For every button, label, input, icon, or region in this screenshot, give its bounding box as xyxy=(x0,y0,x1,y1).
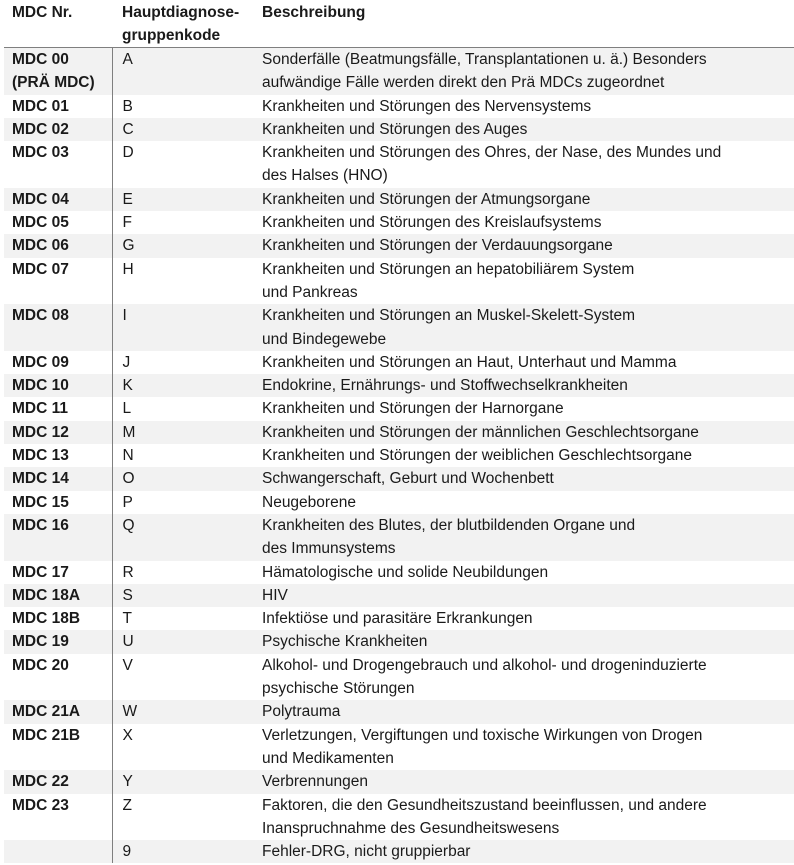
mdc-number-cell-text: MDC 22 xyxy=(12,773,69,791)
mdc-table xyxy=(4,0,794,863)
group-code-cell xyxy=(112,794,259,841)
table-row xyxy=(4,141,794,188)
description-cell-text: Krankheiten und Störungen der Harnorgane xyxy=(262,400,564,418)
group-code-cell xyxy=(112,654,259,701)
group-code-cell xyxy=(112,258,259,305)
group-code-cell xyxy=(112,397,259,420)
group-code-cell xyxy=(112,561,259,584)
description-cell-text: Krankheiten und Störungen der Atmungsorgane xyxy=(262,190,591,208)
mdc-number-cell-text: MDC 19 xyxy=(12,633,69,651)
group-code-cell xyxy=(112,467,259,490)
table-header xyxy=(4,0,794,48)
mdc-number-cell xyxy=(4,794,112,841)
group-code-cell-text: P xyxy=(122,493,133,511)
description-cell xyxy=(259,351,794,374)
description-cell xyxy=(259,630,794,653)
mdc-number-cell xyxy=(4,700,112,723)
group-code-cell xyxy=(112,234,259,257)
table-row xyxy=(4,584,794,607)
mdc-number-cell xyxy=(4,397,112,420)
description-cell-text: Krankheiten und Störungen an Muskel-Skelett-System xyxy=(262,307,636,325)
description-cell-text: Infektiöse und parasitäre Erkrankungen xyxy=(262,610,533,628)
description-cell-text: Krankheiten und Störungen der weiblichen Geschlechtsorgane xyxy=(262,447,692,465)
mdc-number-cell xyxy=(4,421,112,444)
group-code-cell-text: 9 xyxy=(122,843,132,861)
group-code-cell-text: W xyxy=(122,703,138,721)
mdc-number-cell xyxy=(4,188,112,211)
table-row xyxy=(4,188,794,211)
description-cell-text: Sonderfälle (Beatmungsfälle, Transplantationen u. ä.) Besonders xyxy=(262,51,707,68)
mdc-number-cell-text: MDC 21B xyxy=(12,726,81,744)
table-row xyxy=(4,95,794,118)
group-code-cell xyxy=(112,724,259,771)
description-cell-text: Polytrauma xyxy=(262,703,341,721)
description-cell xyxy=(259,467,794,490)
group-code-cell xyxy=(112,491,259,514)
description-cell-text: HIV xyxy=(262,586,288,604)
mdc-number-cell xyxy=(4,561,112,584)
mdc-number-cell-text: MDC 11 xyxy=(12,400,68,418)
mdc-number-cell xyxy=(4,444,112,467)
description-cell-text: Krankheiten und Störungen an Haut, Unterhaut und Mamma xyxy=(262,353,677,371)
table-row xyxy=(4,304,794,351)
group-code-cell-text: T xyxy=(122,610,132,628)
description-cell-text: Fehler-DRG, nicht gruppierbar xyxy=(262,843,471,861)
group-code-cell-text: Q xyxy=(122,516,135,534)
description-cell-text: des Immunsystems xyxy=(262,540,396,558)
mdc-number-cell-text: MDC 06 xyxy=(12,237,69,255)
group-code-cell-text: Z xyxy=(122,796,132,814)
mdc-number-cell-text: MDC 08 xyxy=(12,307,69,325)
header-code-line2: gruppenkode xyxy=(122,27,221,44)
mdc-number-cell xyxy=(4,374,112,397)
mdc-number-cell-text: MDC 18B xyxy=(12,610,81,628)
group-code-cell-text: E xyxy=(122,190,133,208)
description-cell-text: Krankheiten und Störungen des Kreislaufsystems xyxy=(262,214,602,232)
mdc-number-cell xyxy=(4,351,112,374)
description-cell xyxy=(259,794,794,841)
group-code-cell-text: L xyxy=(122,400,132,418)
mdc-number-cell xyxy=(4,304,112,351)
description-cell-text: Verletzungen, Vergiftungen und toxische Wirkungen von Drogen xyxy=(262,726,703,744)
table-row xyxy=(4,397,794,420)
description-cell-text: Krankheiten und Störungen an hepatobiliärem System xyxy=(262,260,635,278)
mdc-number-cell-text: MDC 01 xyxy=(12,97,69,115)
description-cell xyxy=(259,840,794,863)
table-row xyxy=(4,234,794,257)
group-code-cell xyxy=(112,211,259,234)
description-cell-text: Verbrennungen xyxy=(262,773,369,791)
group-code-cell-text: B xyxy=(122,97,133,115)
group-code-cell xyxy=(112,444,259,467)
mdc-number-cell-text: (PRÄ MDC) xyxy=(12,74,95,92)
group-code-cell xyxy=(112,95,259,118)
group-code-cell-text: M xyxy=(122,423,136,441)
description-cell xyxy=(259,397,794,420)
description-cell-text: psychische Störungen xyxy=(262,680,415,698)
description-cell xyxy=(259,141,794,188)
mdc-number-cell xyxy=(4,258,112,305)
table-row xyxy=(4,514,794,561)
header-description-label: Beschreibung xyxy=(262,4,366,21)
description-cell xyxy=(259,48,794,95)
description-cell xyxy=(259,374,794,397)
mdc-number-cell xyxy=(4,724,112,771)
table-row xyxy=(4,48,794,95)
mdc-number-cell-text: MDC 21A xyxy=(12,703,81,721)
table-row xyxy=(4,724,794,771)
description-cell-text: Psychische Krankheiten xyxy=(262,633,428,651)
table-row xyxy=(4,630,794,653)
group-code-cell-text: C xyxy=(122,120,134,138)
group-code-cell xyxy=(112,607,259,630)
group-code-cell-text: G xyxy=(122,237,135,255)
header-code xyxy=(112,0,259,48)
description-cell-text: Endokrine, Ernährungs- und Stoffwechselkrankheiten xyxy=(262,377,628,395)
description-cell-text: Krankheiten und Störungen des Auges xyxy=(262,120,528,138)
group-code-cell xyxy=(112,840,259,863)
mdc-number-cell xyxy=(4,584,112,607)
group-code-cell xyxy=(112,421,259,444)
group-code-cell-text: H xyxy=(122,260,134,278)
group-code-cell xyxy=(112,188,259,211)
mdc-number-cell xyxy=(4,48,112,95)
table-row xyxy=(4,211,794,234)
mdc-number-cell-text: MDC 03 xyxy=(12,144,69,162)
header-mdc xyxy=(4,0,112,48)
mdc-number-cell-text: MDC 18A xyxy=(12,586,81,604)
description-cell xyxy=(259,188,794,211)
group-code-cell-text: U xyxy=(122,633,134,651)
mdc-number-cell xyxy=(4,211,112,234)
group-code-cell-text: D xyxy=(122,144,134,162)
header-description xyxy=(259,0,794,48)
header-code-line1: Hauptdiagnose- xyxy=(122,4,240,21)
mdc-number-cell-text: MDC 12 xyxy=(12,423,69,441)
group-code-cell-text: Y xyxy=(122,773,133,791)
table-row xyxy=(4,840,794,863)
group-code-cell-text: V xyxy=(122,656,133,674)
table-row xyxy=(4,421,794,444)
description-cell-text: und Medikamenten xyxy=(262,749,394,767)
mdc-number-cell-text: MDC 17 xyxy=(12,563,69,581)
table-row xyxy=(4,654,794,701)
group-code-cell xyxy=(112,118,259,141)
table-row xyxy=(4,444,794,467)
table-row xyxy=(4,794,794,841)
table-row xyxy=(4,607,794,630)
table-row xyxy=(4,770,794,793)
description-cell xyxy=(259,514,794,561)
mdc-number-cell xyxy=(4,95,112,118)
description-cell-text: des Halses (HNO) xyxy=(262,167,388,185)
description-cell xyxy=(259,118,794,141)
group-code-cell-text: J xyxy=(122,353,131,371)
mdc-number-cell-text: MDC 15 xyxy=(12,493,69,511)
description-cell-text: aufwändige Fälle werden direkt den Prä MDCs zugeordnet xyxy=(262,74,665,92)
header-row xyxy=(4,0,794,48)
description-cell-text: und Pankreas xyxy=(262,283,358,301)
description-cell-text: Krankheiten und Störungen der männlichen Geschlechtsorgane xyxy=(262,423,699,441)
table-row xyxy=(4,258,794,305)
description-cell xyxy=(259,607,794,630)
description-cell-text: Inanspruchnahme des Gesundheitswesens xyxy=(262,819,560,837)
group-code-cell xyxy=(112,514,259,561)
table-row xyxy=(4,467,794,490)
description-cell xyxy=(259,304,794,351)
table-row xyxy=(4,374,794,397)
description-cell-text: Schwangerschaft, Geburt und Wochenbett xyxy=(262,470,554,488)
description-cell xyxy=(259,491,794,514)
mdc-number-cell xyxy=(4,630,112,653)
group-code-cell-text: K xyxy=(122,377,133,395)
description-cell xyxy=(259,654,794,701)
description-cell xyxy=(259,211,794,234)
description-cell-text: Krankheiten des Blutes, der blutbildenden Organe und xyxy=(262,516,636,534)
description-cell xyxy=(259,234,794,257)
mdc-number-cell xyxy=(4,467,112,490)
mdc-number-cell xyxy=(4,840,112,863)
mdc-number-cell xyxy=(4,654,112,701)
description-cell xyxy=(259,770,794,793)
mdc-number-cell-text: MDC 20 xyxy=(12,656,69,674)
description-cell-text: Hämatologische und solide Neubildungen xyxy=(262,563,549,581)
mdc-number-cell-text: MDC 23 xyxy=(12,796,69,814)
group-code-cell xyxy=(112,630,259,653)
description-cell xyxy=(259,584,794,607)
mdc-number-cell xyxy=(4,770,112,793)
mdc-number-cell xyxy=(4,607,112,630)
group-code-cell-text: N xyxy=(122,447,134,465)
group-code-cell xyxy=(112,374,259,397)
mdc-number-cell-text: MDC 13 xyxy=(12,447,69,465)
mdc-number-cell-text: MDC 07 xyxy=(12,260,69,278)
table-row xyxy=(4,491,794,514)
description-cell xyxy=(259,258,794,305)
group-code-cell xyxy=(112,141,259,188)
group-code-cell-text: S xyxy=(122,586,133,604)
table-body xyxy=(4,48,794,864)
mdc-number-cell xyxy=(4,491,112,514)
description-cell-text: Krankheiten und Störungen des Ohres, der Nase, des Mundes und xyxy=(262,144,722,162)
mdc-number-cell-text: MDC 10 xyxy=(12,377,69,395)
mdc-number-cell-text: MDC 16 xyxy=(12,516,69,534)
description-cell-text: Krankheiten und Störungen der Verdauungsorgane xyxy=(262,237,613,255)
group-code-cell xyxy=(112,770,259,793)
description-cell xyxy=(259,444,794,467)
description-cell-text: und Bindegewebe xyxy=(262,330,387,348)
description-cell xyxy=(259,95,794,118)
group-code-cell-text: F xyxy=(122,214,132,232)
description-cell-text: Krankheiten und Störungen des Nervensystems xyxy=(262,97,592,115)
description-cell-text: Alkohol- und Drogengebrauch und alkohol- und drogeninduzierte xyxy=(262,656,707,674)
mdc-number-cell xyxy=(4,234,112,257)
group-code-cell-text: X xyxy=(122,726,133,744)
table-row xyxy=(4,118,794,141)
group-code-cell xyxy=(112,700,259,723)
description-cell-text: Neugeborene xyxy=(262,493,356,511)
group-code-cell-text: A xyxy=(122,51,133,68)
mdc-number-cell-text: MDC 04 xyxy=(12,190,69,208)
group-code-cell xyxy=(112,304,259,351)
mdc-number-cell-text: MDC 05 xyxy=(12,214,69,232)
group-code-cell-text: O xyxy=(122,470,135,488)
mdc-number-cell-text: MDC 09 xyxy=(12,353,69,371)
mdc-number-cell-text: MDC 00 xyxy=(12,51,69,68)
table-row xyxy=(4,561,794,584)
mdc-number-cell xyxy=(4,514,112,561)
table-row xyxy=(4,351,794,374)
group-code-cell-text: R xyxy=(122,563,134,581)
group-code-cell xyxy=(112,351,259,374)
description-cell xyxy=(259,724,794,771)
mdc-number-cell-text: MDC 02 xyxy=(12,120,69,138)
mdc-number-cell xyxy=(4,118,112,141)
table-row xyxy=(4,700,794,723)
description-cell xyxy=(259,700,794,723)
group-code-cell-text: I xyxy=(122,307,127,325)
description-cell xyxy=(259,561,794,584)
header-mdc-label: MDC Nr. xyxy=(12,4,73,21)
mdc-number-cell xyxy=(4,141,112,188)
group-code-cell xyxy=(112,584,259,607)
description-cell-text: Faktoren, die den Gesundheitszustand beeinflussen, und andere xyxy=(262,796,707,814)
description-cell xyxy=(259,421,794,444)
group-code-cell xyxy=(112,48,259,95)
mdc-number-cell-text: MDC 14 xyxy=(12,470,69,488)
